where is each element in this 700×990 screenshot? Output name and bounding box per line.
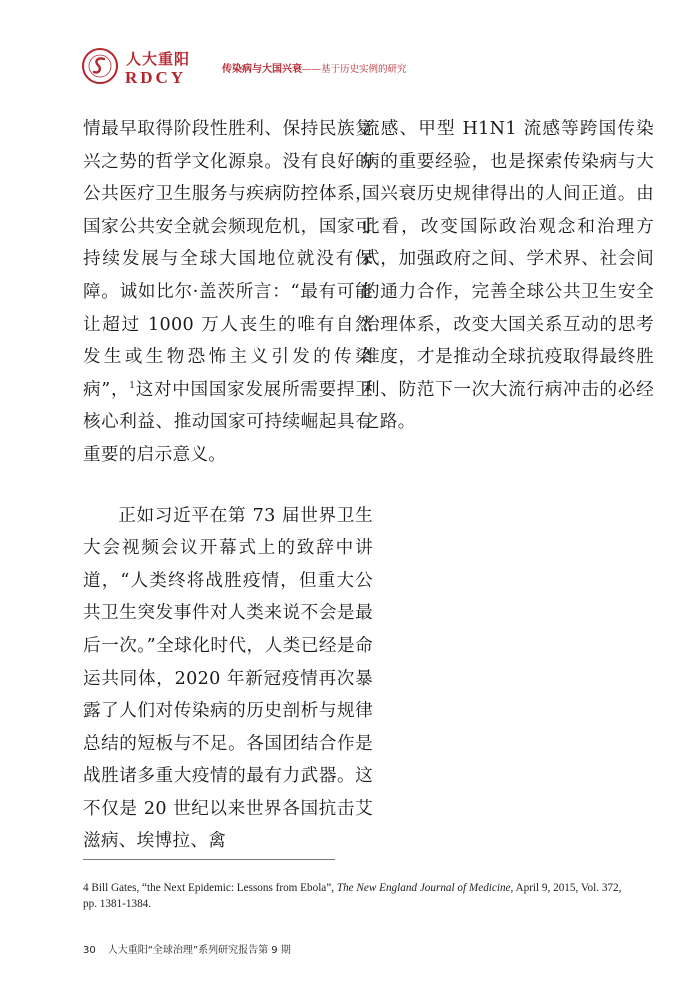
footnote-tail: , April 9, 2015, Vol. 372, pp. 1381-1384. [83, 882, 622, 910]
paragraph-1-tail: 这对中国国家发展所需要捍卫核心利益、推动国家可持续崛起具有重要的启示意义。 [83, 379, 373, 465]
paragraph-1-text: 情最早取得阶段性胜利、保持民族复兴之势的哲学文化源泉。没有良好的公共医疗卫生服务与疾病防控体系，国家公共安全就会频现危机，国家可持续发展与全球大国地位就没有保障。诚如比尔·盖茨所言：“最有可能让超过 1000 万人丧生的唯有自然发生或生物恐怖主义引发的传染病”， [83, 119, 373, 400]
footnote-reference[interactable]: 1 [129, 380, 136, 391]
footnote-journal: The New England Journal of Medicine [336, 882, 511, 894]
left-column [83, 113, 373, 858]
running-title-subtitle: ——基于历史实例的研究 [302, 64, 407, 75]
running-title [222, 60, 407, 75]
footnote-divider [83, 859, 335, 860]
footnote-lead: 4 Bill Gates, “the Next Epidemic: Lessons from Ebola”, [83, 882, 337, 894]
page-number: 30 [83, 945, 96, 956]
rdcy-logo-emblem-icon [82, 48, 118, 84]
logo-chinese-name: 人大重阳 [126, 50, 191, 68]
footnote [83, 880, 623, 912]
paragraph-2: 正如习近平在第 73 届世界卫生大会视频会议开幕式上的致辞中讲道，“人类终将战胜疫情，但重大公共卫生突发事件对人类来说不会是最后一次。”全球化时代，人类已经是命运共同体，2020 年新冠疫情再次暴露了人们对传染病的历史剖析与规律总结的短板与不足。各国团结合作是战胜诸多重大疫情的最有力武器。这不仅是 20 世纪以来世界各国抗击艾滋病、埃博拉、禽 [83, 505, 373, 852]
logo-english-name: RDCY [125, 68, 187, 87]
report-series: 人大重阳“全球治理”系列研究报告第 9 期 [107, 945, 291, 956]
paragraph-1 [83, 113, 373, 472]
page-header [82, 46, 682, 90]
running-title-main: 传染病与大国兴衰 [222, 64, 302, 75]
paragraph-2-continued: 流感、甲型 H1N1 流感等跨国传染病的重要经验，也是探索传染病与大国兴衰历史规律得出的人间正道。由此看，改变国际政治观念和治理方式，加强政府之间、学术界、社会间的通力合作，完善全球公共卫生安全治理体系，改变大国关系互动的思考维度，才是推动全球抗疫取得最终胜利、防范下一次大流行病冲击的必经之路。 [362, 119, 654, 433]
right-column [362, 113, 654, 439]
page-footer [83, 941, 291, 956]
